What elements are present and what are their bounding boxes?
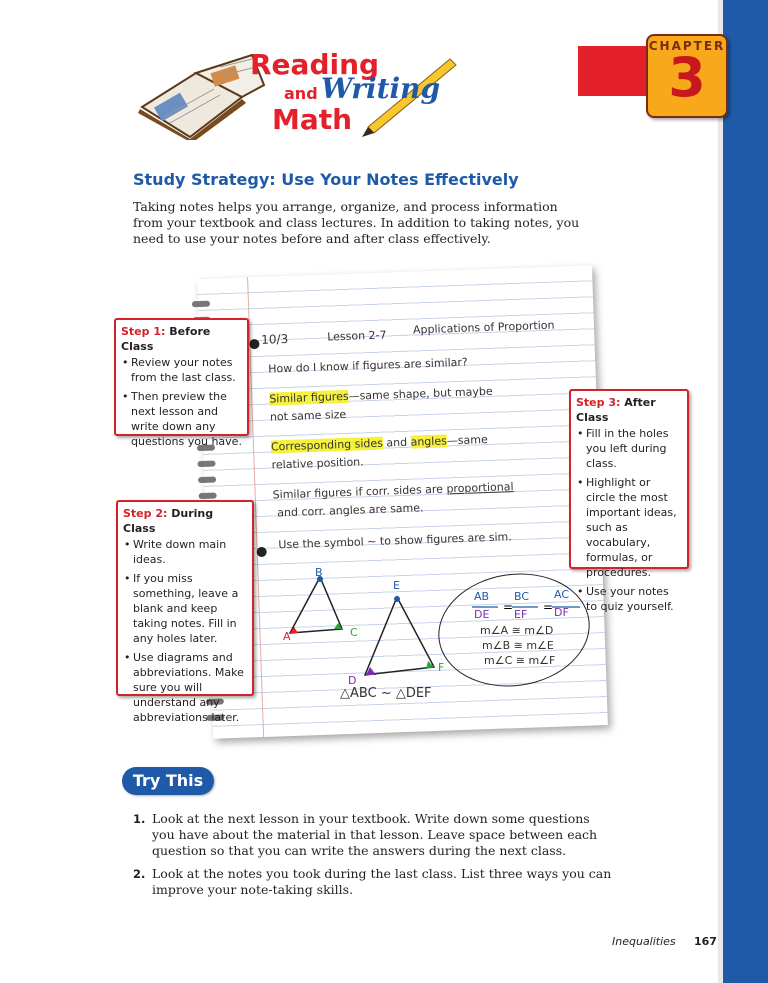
label-f: F bbox=[438, 661, 445, 674]
step1-item: • Review your notes from the last class. bbox=[131, 355, 242, 385]
label-e: E bbox=[393, 579, 400, 592]
step2-item: • Write down main ideas. bbox=[133, 537, 247, 567]
ratio-num-2: BC bbox=[514, 590, 530, 603]
logo-reading: Reading bbox=[250, 48, 380, 81]
logo-writing: Writing bbox=[321, 72, 441, 105]
step3-item: • Fill in the holes you left during class. bbox=[586, 426, 682, 471]
step3-callout bbox=[569, 389, 689, 613]
try-this-badge: Try This bbox=[122, 767, 214, 795]
step3-heading: Step 3: After Class bbox=[576, 396, 656, 424]
note-similar-line2: not same size bbox=[269, 407, 347, 424]
label-b: B bbox=[315, 566, 323, 579]
proportional-term: proportional bbox=[446, 480, 514, 496]
angle-eq-1: m∠A ≅ m∠D bbox=[480, 624, 554, 637]
page-number: 167 bbox=[694, 935, 717, 948]
footer-chapter-title: Inequalities bbox=[612, 935, 676, 948]
note-topic: Applications of Proportion bbox=[412, 318, 555, 337]
svg-text:=: = bbox=[543, 600, 554, 614]
ratio-den-1: DE bbox=[474, 608, 490, 621]
step1-callout bbox=[114, 318, 249, 448]
note-sim-line2: and corr. angles are same. bbox=[277, 501, 424, 520]
question-number: 1. bbox=[133, 812, 146, 826]
angle-eq-2: m∠B ≅ m∠E bbox=[482, 639, 554, 652]
step3-item: • Highlight or circle the most important ideas, such as vocabulary, formulas, or procedures. bbox=[586, 475, 682, 580]
step2-item: • Use diagrams and abbreviations. Make sure you will understand any abbreviations later. bbox=[133, 650, 247, 725]
angle-eq-3: m∠C ≅ m∠F bbox=[484, 654, 556, 667]
question-text: Look at the next lesson in your textbook. Write down some questions you have about the material in that lesson. Leave space between each question so that you can write the answers during the next class. bbox=[152, 811, 598, 858]
ratio-num-1: AB bbox=[474, 590, 490, 603]
chapter-word: CHAPTER bbox=[648, 39, 726, 53]
logo-math: Math bbox=[272, 103, 353, 136]
angles-term: angles bbox=[410, 434, 448, 449]
step1-heading: Step 1: Before Class bbox=[121, 325, 211, 353]
step2-heading: Step 2: During Class bbox=[123, 507, 214, 535]
chapter-number: 3 bbox=[668, 46, 706, 109]
step1-item: • Then preview the next lesson and write down any questions you have. bbox=[131, 389, 242, 449]
logo-and: and bbox=[284, 84, 318, 103]
step2-item: • If you miss something, leave a blank and keep taking notes. Fill in any holes later. bbox=[133, 571, 247, 646]
label-c: C bbox=[350, 626, 358, 639]
svg-text:=: = bbox=[503, 600, 514, 614]
question-number: 2. bbox=[133, 867, 146, 881]
note-corr-line2: relative position. bbox=[271, 455, 364, 472]
note-sim-line1: Similar figures if corr. sides are proportional bbox=[272, 480, 514, 502]
similarity-statement: △ABC ~ △DEF bbox=[340, 686, 432, 701]
step2-callout bbox=[116, 500, 254, 724]
note-lesson: Lesson 2-7 bbox=[326, 328, 387, 344]
similar-figures-term: Similar figures bbox=[269, 389, 349, 406]
label-d: D bbox=[348, 674, 357, 687]
note-similar-line: Similar figures—same shape, but maybe bbox=[269, 384, 493, 406]
side-color-bar bbox=[723, 0, 768, 983]
chapter-tab bbox=[646, 34, 728, 118]
question-2 bbox=[133, 866, 613, 898]
ratio-den-2: EF bbox=[514, 608, 528, 621]
similar-triangles-diagram bbox=[280, 565, 450, 695]
ratio-den-3: DF bbox=[554, 606, 569, 619]
question-text: Look at the notes you took during the last class. List three ways you can improve your note-taking skills. bbox=[152, 866, 612, 897]
page-title: Study Strategy: Use Your Notes Effectively bbox=[133, 170, 519, 189]
step3-item: • Use your notes to quiz yourself. bbox=[586, 584, 682, 614]
note-corr-line: Corresponding sides and angles—same bbox=[270, 432, 488, 454]
label-a: A bbox=[283, 630, 291, 643]
note-date: 10/3 bbox=[261, 331, 289, 347]
note-symbol-line: Use the symbol ~ to show figures are sim. bbox=[278, 530, 512, 552]
intro-paragraph: Taking notes helps you arrange, organize, and process information from your textbook and class lectures. In addition to taking notes, you need to use your notes before and after class effectively. bbox=[133, 199, 580, 246]
note-question: How do I know if figures are similar? bbox=[268, 355, 468, 376]
ratio-num-3: AC bbox=[554, 588, 570, 601]
corresponding-sides-term: Corresponding sides bbox=[270, 436, 384, 454]
question-1 bbox=[133, 811, 613, 859]
